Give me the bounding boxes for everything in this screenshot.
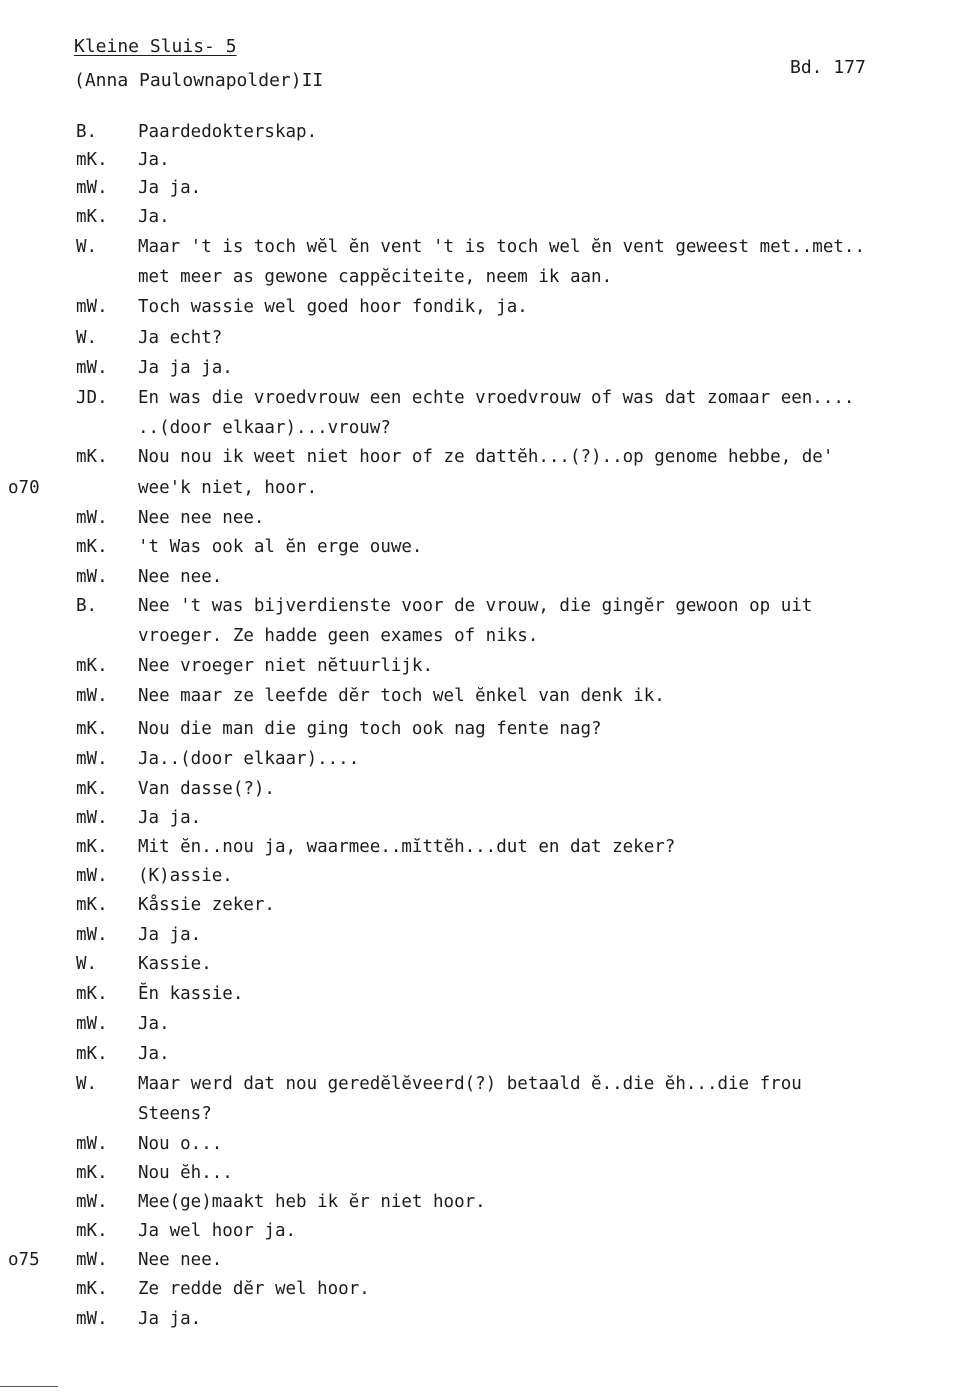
speaker-label: W. xyxy=(76,237,98,257)
utterance-text: Nou ĕh... xyxy=(138,1163,233,1183)
line-number: o70 xyxy=(8,478,40,498)
speaker-label: mW. xyxy=(76,866,108,886)
utterance-text: Maar 't is toch wĕl ĕn vent 't is toch wel ĕn vent geweest met..met.. xyxy=(138,237,865,257)
speaker-label: mK. xyxy=(76,837,108,857)
speaker-label: mW. xyxy=(76,1250,108,1270)
utterance-text: Maar werd dat nou geredĕlĕveerd(?) betaald ĕ..die ĕh...die frou xyxy=(138,1074,802,1094)
document-subtitle: (Anna Paulownapolder)II xyxy=(74,70,324,91)
speaker-label: mW. xyxy=(76,178,108,198)
speaker-label: W. xyxy=(76,1074,98,1094)
utterance-text: En was die vroedvrouw een echte vroedvrouw of was dat zomaar een.... xyxy=(138,388,855,408)
transcript-line xyxy=(0,384,979,412)
utterance-text: Ja. xyxy=(138,1014,170,1034)
utterance-text: Ja ja ja. xyxy=(138,358,233,378)
utterance-text: Ja wel hoor ja. xyxy=(138,1221,297,1241)
utterance-text: Nou o... xyxy=(138,1134,223,1154)
utterance-text: Nee nee. xyxy=(138,1250,223,1270)
utterance-text: Nee maar ze leefde dĕr toch wel ĕnkel van denk ik. xyxy=(138,686,665,706)
footer-rule xyxy=(0,1386,58,1387)
utterance-text: Toch wassie wel goed hoor fondik, ja. xyxy=(138,297,528,317)
transcript-line xyxy=(0,652,979,680)
speaker-label: mK. xyxy=(76,150,108,170)
transcript-line xyxy=(0,1305,979,1333)
transcript-line xyxy=(0,1159,979,1187)
transcript-line xyxy=(0,715,979,743)
transcript-line xyxy=(0,354,979,382)
speaker-label: B. xyxy=(76,596,98,616)
speaker-label: mW. xyxy=(76,1309,108,1329)
speaker-label: mK. xyxy=(76,779,108,799)
transcript-line xyxy=(0,921,979,949)
speaker-label: mW. xyxy=(76,297,108,317)
speaker-label: mW. xyxy=(76,358,108,378)
speaker-label: mW. xyxy=(76,1014,108,1034)
speaker-label: mW. xyxy=(76,925,108,945)
transcript-line xyxy=(0,1100,979,1128)
utterance-text: Ja ja. xyxy=(138,178,202,198)
transcript-line xyxy=(0,980,979,1008)
transcript-line xyxy=(0,443,979,471)
utterance-text: ..(door elkaar)...vrouw? xyxy=(138,418,391,438)
speaker-label: JD. xyxy=(76,388,108,408)
transcript-line xyxy=(0,474,979,502)
transcript-line xyxy=(0,682,979,710)
utterance-text: Nou die man die ging toch ook nag fente nag? xyxy=(138,719,602,739)
utterance-text: Ja. xyxy=(138,207,170,227)
volume-reference: Bd. 177 xyxy=(790,57,866,78)
speaker-label: W. xyxy=(76,954,98,974)
speaker-label: mW. xyxy=(76,749,108,769)
speaker-label: mK. xyxy=(76,537,108,557)
utterance-text: Nee 't was bijverdienste voor de vrouw, die gingĕr gewoon op uit xyxy=(138,596,813,616)
utterance-text: Nee vroeger niet nĕtuurlijk. xyxy=(138,656,434,676)
utterance-text: 't Was ook al ĕn erge ouwe. xyxy=(138,537,423,557)
speaker-label: mK. xyxy=(76,656,108,676)
utterance-text: Nou nou ik weet niet hoor of ze dattĕh...(?)..op genome hebbe, de' xyxy=(138,447,834,467)
utterance-text: Ze redde dĕr wel hoor. xyxy=(138,1279,370,1299)
speaker-label: mK. xyxy=(76,207,108,227)
transcript-line xyxy=(0,592,979,620)
transcript-line xyxy=(0,862,979,890)
utterance-text: Mit ĕn..nou ja, waarmee..mĭttĕh...dut en dat zeker? xyxy=(138,837,676,857)
speaker-label: B. xyxy=(76,122,98,142)
utterance-text: Ja echt? xyxy=(138,328,223,348)
transcript-line xyxy=(0,1070,979,1098)
speaker-label: mK. xyxy=(76,719,108,739)
transcript-line xyxy=(0,118,979,146)
utterance-text: vroeger. Ze hadde geen exames of niks. xyxy=(138,626,539,646)
speaker-label: mW. xyxy=(76,567,108,587)
transcript-line xyxy=(0,146,979,174)
transcript-line xyxy=(0,533,979,561)
utterance-text: Ĕn kassie. xyxy=(138,984,244,1004)
transcript-line xyxy=(0,1010,979,1038)
utterance-text: Kåssie zeker. xyxy=(138,895,275,915)
speaker-label: mK. xyxy=(76,1279,108,1299)
transcript-line xyxy=(0,833,979,861)
speaker-label: mK. xyxy=(76,1044,108,1064)
utterance-text: Ja ja. xyxy=(138,808,202,828)
utterance-text: Paardedokterskap. xyxy=(138,122,318,142)
speaker-label: W. xyxy=(76,328,98,348)
utterance-text: Ja. xyxy=(138,1044,170,1064)
transcript-line xyxy=(0,775,979,803)
speaker-label: mW. xyxy=(76,1192,108,1212)
transcript-line xyxy=(0,1188,979,1216)
utterance-text: Ja ja. xyxy=(138,1309,202,1329)
transcript-line xyxy=(0,263,979,291)
speaker-label: mW. xyxy=(76,808,108,828)
line-number: o75 xyxy=(8,1250,40,1270)
transcript-line xyxy=(0,174,979,202)
transcript-line xyxy=(0,233,979,261)
transcript-line xyxy=(0,1246,979,1274)
transcript-line xyxy=(0,324,979,352)
document-title: Kleine Sluis- 5 xyxy=(74,36,237,57)
speaker-label: mK. xyxy=(76,895,108,915)
speaker-label: mW. xyxy=(76,508,108,528)
utterance-text: Nee nee nee. xyxy=(138,508,265,528)
transcript-line xyxy=(0,891,979,919)
utterance-text: Steens? xyxy=(138,1104,212,1124)
utterance-text: wee'k niet, hoor. xyxy=(138,478,318,498)
utterance-text: Mee(ge)maakt heb ik ĕr niet hoor. xyxy=(138,1192,486,1212)
transcript-line xyxy=(0,504,979,532)
utterance-text: (K)assie. xyxy=(138,866,233,886)
transcript-line xyxy=(0,1217,979,1245)
transcript-line xyxy=(0,1130,979,1158)
transcript-line xyxy=(0,1040,979,1068)
utterance-text: Ja. xyxy=(138,150,170,170)
speaker-label: mW. xyxy=(76,686,108,706)
transcript-line xyxy=(0,563,979,591)
speaker-label: mK. xyxy=(76,1163,108,1183)
speaker-label: mK. xyxy=(76,1221,108,1241)
transcript-line xyxy=(0,804,979,832)
transcript-line xyxy=(0,950,979,978)
speaker-label: mK. xyxy=(76,447,108,467)
speaker-label: mK. xyxy=(76,984,108,1004)
utterance-text: Ja ja. xyxy=(138,925,202,945)
utterance-text: Kassie. xyxy=(138,954,212,974)
utterance-text: Van dasse(?). xyxy=(138,779,275,799)
speaker-label: mW. xyxy=(76,1134,108,1154)
transcript-line xyxy=(0,745,979,773)
transcript-line xyxy=(0,622,979,650)
utterance-text: Ja..(door elkaar).... xyxy=(138,749,360,769)
transcript-line xyxy=(0,203,979,231)
utterance-text: Nee nee. xyxy=(138,567,223,587)
utterance-text: met meer as gewone cappĕciteite, neem ik aan. xyxy=(138,267,613,287)
transcript-line xyxy=(0,293,979,321)
transcript-line xyxy=(0,1275,979,1303)
transcript-line xyxy=(0,414,979,442)
